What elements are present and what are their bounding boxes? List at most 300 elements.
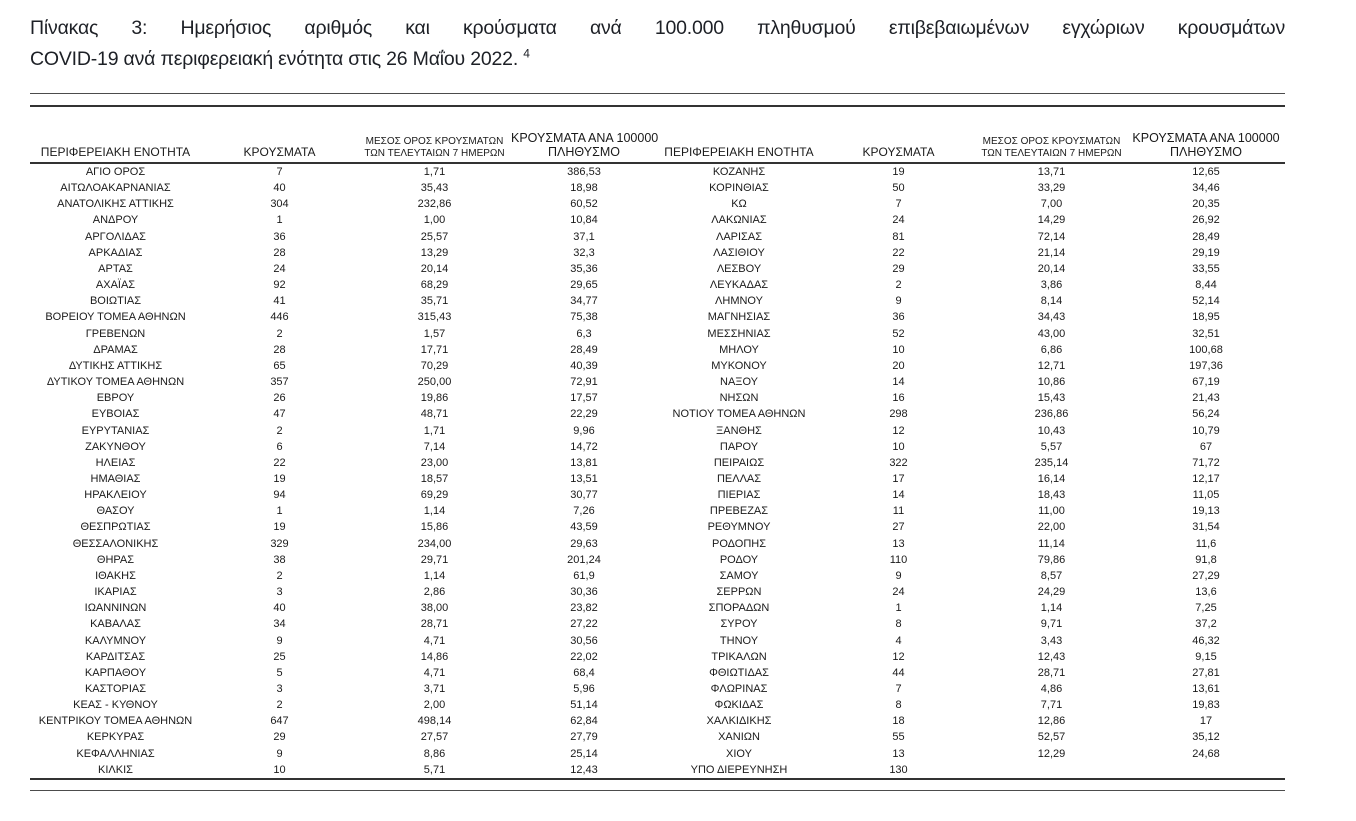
avg7-cell-right: 24,29 bbox=[1037, 586, 1066, 599]
cases-cell-left: 92 bbox=[273, 279, 286, 292]
cases-cell-left: 25 bbox=[273, 650, 286, 663]
table-body bbox=[30, 163, 1285, 779]
avg7-cell-right: 79,86 bbox=[1037, 553, 1066, 566]
region-cell-left: ΚΕΡΚΥΡΑΣ bbox=[86, 731, 145, 744]
cases-cell-right: 44 bbox=[892, 666, 905, 679]
per100k-cell-left: 68,4 bbox=[573, 666, 595, 679]
table-row bbox=[30, 697, 1285, 713]
region-cell-left: ΑΡΤΑΣ bbox=[98, 262, 133, 275]
cases-cell-right: 17 bbox=[892, 472, 905, 485]
table-row bbox=[30, 196, 1285, 212]
region-cell-right: ΛΗΜΝΟΥ bbox=[715, 295, 763, 308]
table-row bbox=[30, 261, 1285, 277]
avg7-cell-right: 3,86 bbox=[1040, 279, 1063, 292]
region-cell-right: ΣΑΜΟΥ bbox=[719, 569, 759, 582]
region-cell-left: ΙΩΑΝΝΙΝΩΝ bbox=[84, 602, 147, 615]
per100k-cell-right: 91,8 bbox=[1195, 553, 1217, 566]
avg7-cell-left: 38,00 bbox=[420, 602, 449, 615]
table-row bbox=[30, 633, 1285, 649]
cases-cell-right: 14 bbox=[892, 489, 905, 502]
table-row bbox=[30, 665, 1285, 681]
cases-cell-right: 13 bbox=[892, 747, 905, 760]
region-cell-left: ΗΜΑΘΙΑΣ bbox=[90, 472, 141, 485]
region-cell-left: ΚΕΦΑΛΛΗΝΙΑΣ bbox=[76, 747, 155, 760]
cases-cell-left: 2 bbox=[276, 699, 283, 712]
table-row bbox=[30, 584, 1285, 600]
cases-cell-right: 16 bbox=[892, 392, 905, 405]
cases-cell-left: 28 bbox=[273, 343, 286, 356]
cases-cell-left: 28 bbox=[273, 246, 286, 259]
cases-cell-right: 110 bbox=[889, 553, 908, 566]
per100k-cell-left: 43,59 bbox=[570, 521, 598, 534]
per100k-cell-left: 37,1 bbox=[573, 230, 595, 243]
region-cell-right: ΣΠΟΡΑΔΩΝ bbox=[708, 602, 770, 615]
table-row bbox=[30, 163, 1285, 180]
cases-cell-left: 34 bbox=[273, 618, 286, 631]
region-cell-left: ΚΑΡΔΙΤΣΑΣ bbox=[85, 650, 146, 663]
region-cell-left: ΕΒΡΟΥ bbox=[96, 392, 135, 405]
avg7-cell-right: 3,43 bbox=[1040, 634, 1063, 647]
table-row bbox=[30, 342, 1285, 358]
cases-cell-left: 26 bbox=[273, 392, 286, 405]
table-row bbox=[30, 309, 1285, 325]
per100k-cell-right: 11,05 bbox=[1192, 489, 1220, 502]
cases-cell-left: 2 bbox=[276, 569, 283, 582]
per100k-cell-right: 7,25 bbox=[1195, 602, 1217, 615]
table-title-line2-text: COVID-19 ανά περιφερειακή ενότητα στις 26 Μαΐου 2022. bbox=[30, 48, 524, 70]
per100k-cell-right: 71,72 bbox=[1192, 456, 1220, 469]
per100k-cell-right: 35,12 bbox=[1192, 731, 1220, 744]
cases-cell-right: 9 bbox=[895, 569, 902, 582]
avg7-cell-left: 1,57 bbox=[423, 327, 446, 340]
region-cell-right: ΝΟΤΙΟΥ ΤΟΜΕΑ ΑΘΗΝΩΝ bbox=[672, 408, 806, 421]
region-cell-right: ΠΑΡΟΥ bbox=[719, 440, 759, 453]
cases-cell-right: 36 bbox=[892, 311, 905, 324]
avg7-cell-left: 13,29 bbox=[420, 246, 449, 259]
region-cell-right: ΜΗΛΟΥ bbox=[719, 343, 759, 356]
per100k-cell-left: 13,81 bbox=[570, 456, 598, 469]
region-cell-left: ΚΑΣΤΟΡΙΑΣ bbox=[84, 683, 147, 695]
avg7-cell-left: 4,71 bbox=[423, 666, 446, 679]
region-cell-right: ΞΑΝΘΗΣ bbox=[716, 424, 762, 437]
per100k-cell-right: 31,54 bbox=[1192, 521, 1220, 534]
avg7-cell-left: 18,57 bbox=[420, 472, 449, 485]
region-cell-left: ΘΕΣΠΡΩΤΙΑΣ bbox=[80, 521, 151, 534]
region-cell-left: ΘΕΣΣΑΛΟΝΙΚΗΣ bbox=[72, 537, 159, 550]
avg7-cell-left: 5,71 bbox=[423, 763, 446, 776]
per100k-cell-right: 17 bbox=[1199, 715, 1213, 728]
region-cell-right: ΛΕΣΒΟΥ bbox=[716, 262, 762, 275]
per100k-cell-right: 26,92 bbox=[1192, 214, 1220, 227]
avg7-cell-right: 12,86 bbox=[1037, 715, 1066, 728]
region-cell-left: ΚΑΛΥΜΝΟΥ bbox=[84, 634, 147, 647]
region-cell-right: ΠΕΛΛΑΣ bbox=[716, 472, 762, 485]
avg7-cell-right: 11,14 bbox=[1038, 537, 1065, 550]
per100k-cell-left: 386,53 bbox=[567, 166, 601, 178]
table-title-line2 bbox=[30, 44, 1285, 75]
avg7-cell-right: 7,71 bbox=[1040, 699, 1063, 712]
table-title bbox=[30, 13, 1285, 75]
region-cell-right: ΣΥΡΟΥ bbox=[720, 618, 758, 631]
cases-cell-left: 19 bbox=[273, 472, 286, 485]
per100k-cell-left: 23,82 bbox=[570, 602, 598, 615]
avg7-cell-right: 1,14 bbox=[1040, 602, 1063, 615]
cases-cell-right: 12 bbox=[892, 650, 905, 663]
avg7-cell-right: 5,57 bbox=[1040, 440, 1063, 453]
avg7-cell-right: 12,29 bbox=[1037, 747, 1066, 760]
cases-cell-right: 2 bbox=[895, 279, 902, 292]
cases-cell-left: 9 bbox=[276, 747, 283, 760]
table-row bbox=[30, 746, 1285, 762]
avg7-cell-right: 9,71 bbox=[1040, 618, 1063, 631]
cases-cell-left: 5 bbox=[276, 666, 283, 679]
header-avg7-right bbox=[976, 107, 1127, 163]
avg7-cell-right: 235,14 bbox=[1034, 456, 1069, 469]
table-row bbox=[30, 600, 1285, 616]
table-row bbox=[30, 229, 1285, 245]
avg7-cell-left: 17,71 bbox=[420, 343, 449, 356]
header-region-left: ΠΕΡΙΦΕΡΕΙΑΚΗ ΕΝΟΤΗΤΑ bbox=[40, 145, 191, 159]
region-cell-right: ΝΑΞΟΥ bbox=[720, 376, 758, 389]
table-row bbox=[30, 471, 1285, 487]
per100k-cell-left: 75,38 bbox=[570, 311, 598, 324]
avg7-cell-left: 315,43 bbox=[417, 311, 452, 324]
avg7-cell-left: 27,57 bbox=[420, 731, 449, 744]
region-cell-right: ΚΟΡΙΝΘΙΑΣ bbox=[709, 182, 769, 195]
per100k-cell-right: 56,24 bbox=[1192, 408, 1220, 421]
avg7-cell-left: 3,71 bbox=[423, 683, 446, 695]
region-cell-left: ΘΗΡΑΣ bbox=[96, 553, 135, 566]
cases-cell-left: 357 bbox=[270, 376, 289, 389]
cases-cell-left: 65 bbox=[273, 359, 286, 372]
per100k-cell-right: 46,32 bbox=[1192, 634, 1220, 647]
per100k-cell-right: 28,49 bbox=[1192, 230, 1220, 243]
avg7-cell-right: 11,00 bbox=[1038, 505, 1065, 518]
region-cell-left: ΑΧΑΪΑΣ bbox=[95, 279, 136, 292]
per100k-cell-right: 19,83 bbox=[1192, 699, 1220, 712]
table-row bbox=[30, 729, 1285, 745]
cases-cell-left: 41 bbox=[273, 295, 286, 308]
per100k-cell-right: 100,68 bbox=[1189, 343, 1223, 356]
table-row bbox=[30, 245, 1285, 261]
region-cell-left: ΑΡΚΑΔΙΑΣ bbox=[88, 246, 143, 259]
per100k-cell-left: 201,24 bbox=[567, 553, 601, 566]
cases-cell-right: 22 bbox=[892, 246, 905, 259]
per100k-cell-left: 29,63 bbox=[570, 537, 598, 550]
cases-cell-right: 52 bbox=[892, 327, 905, 340]
per100k-cell-left: 10,84 bbox=[570, 214, 598, 227]
table-row bbox=[30, 487, 1285, 503]
table-title-line1: Πίνακας 3: Ημερήσιος αριθμός και κρούσματα ανά 100.000 πληθυσμού επιβεβαιωμένων εγχώριων κρουσμάτων bbox=[30, 17, 1285, 39]
per100k-cell-right: 32,51 bbox=[1192, 327, 1220, 340]
header-avg7-right-line2: ΤΩΝ ΤΕΛΕΥΤΑΙΩΝ 7 ΗΜΕΡΩΝ bbox=[981, 147, 1122, 159]
per100k-cell-right: 19,13 bbox=[1192, 505, 1220, 518]
region-cell-left: ΚΕΝΤΡΙΚΟΥ ΤΟΜΕΑ ΑΘΗΝΩΝ bbox=[38, 715, 193, 728]
region-cell-left: ΕΥΒΟΙΑΣ bbox=[91, 408, 140, 421]
per100k-cell-left: 34,77 bbox=[570, 295, 598, 308]
per100k-cell-left: 27,79 bbox=[570, 731, 598, 744]
region-cell-right: ΤΗΝΟΥ bbox=[719, 634, 759, 647]
per100k-cell-left: 12,43 bbox=[570, 763, 598, 776]
table-row bbox=[30, 293, 1285, 309]
cases-cell-right: 10 bbox=[892, 440, 905, 453]
cases-cell-right: 322 bbox=[889, 456, 908, 469]
header-per100k-left bbox=[511, 107, 657, 163]
per100k-cell-left: 32,3 bbox=[573, 246, 595, 259]
cases-cell-left: 329 bbox=[270, 537, 289, 550]
per100k-cell-left: 22,29 bbox=[570, 408, 598, 421]
per100k-cell-right: 37,2 bbox=[1195, 618, 1217, 631]
table-row bbox=[30, 406, 1285, 422]
header-per100k-right-line2: ΠΛΗΘΥΣΜΟ bbox=[1170, 144, 1242, 159]
region-cell-right: ΝΗΣΩΝ bbox=[719, 392, 759, 405]
avg7-cell-right: 4,86 bbox=[1040, 683, 1063, 695]
covid-regional-cases-table bbox=[30, 107, 1285, 780]
avg7-cell-left: 1,14 bbox=[423, 505, 446, 518]
per100k-cell-right: 34,46 bbox=[1192, 182, 1220, 195]
header-avg7-left-line2: ΤΩΝ ΤΕΛΕΥΤΑΙΩΝ 7 ΗΜΕΡΩΝ bbox=[364, 147, 505, 159]
per100k-cell-right: 12,65 bbox=[1192, 166, 1220, 178]
avg7-cell-left: 48,71 bbox=[420, 408, 449, 421]
cases-cell-right: 9 bbox=[895, 295, 902, 308]
cases-cell-left: 7 bbox=[276, 166, 283, 178]
cases-cell-left: 36 bbox=[273, 230, 286, 243]
header-row bbox=[30, 107, 1285, 163]
table-row bbox=[30, 439, 1285, 455]
table-row bbox=[30, 616, 1285, 632]
avg7-cell-left: 8,86 bbox=[423, 747, 446, 760]
region-cell-left: ΙΘΑΚΗΣ bbox=[95, 569, 136, 582]
avg7-cell-left: 35,71 bbox=[420, 295, 449, 308]
per100k-cell-left: 62,84 bbox=[570, 715, 598, 728]
per100k-cell-left: 18,98 bbox=[570, 182, 598, 195]
region-cell-left: ΔΥΤΙΚΗΣ ΑΤΤΙΚΗΣ bbox=[68, 359, 163, 372]
per100k-cell-left: 7,26 bbox=[573, 505, 595, 518]
table-row bbox=[30, 762, 1285, 779]
per100k-cell-right: 29,19 bbox=[1192, 246, 1220, 259]
region-cell-right: ΠΙΕΡΙΑΣ bbox=[717, 489, 761, 502]
per100k-cell-right: 12,17 bbox=[1192, 472, 1220, 485]
cases-cell-left: 47 bbox=[273, 408, 286, 421]
avg7-cell-left: 28,71 bbox=[420, 618, 449, 631]
cases-cell-left: 647 bbox=[270, 715, 289, 728]
cases-cell-left: 38 bbox=[273, 553, 286, 566]
per100k-cell-right: 13,61 bbox=[1192, 683, 1220, 695]
divider-thin-bottom bbox=[30, 790, 1285, 791]
avg7-cell-left: 35,43 bbox=[420, 182, 449, 195]
per100k-cell-right: 24,68 bbox=[1192, 747, 1220, 760]
header-avg7-left bbox=[358, 107, 511, 163]
per100k-cell-left: 30,36 bbox=[570, 586, 598, 599]
per100k-cell-left: 22,02 bbox=[570, 650, 598, 663]
table-row bbox=[30, 649, 1285, 665]
cases-cell-right: 24 bbox=[892, 214, 905, 227]
region-cell-left: ΒΟΙΩΤΙΑΣ bbox=[89, 295, 142, 308]
region-cell-right: ΦΘΙΩΤΙΔΑΣ bbox=[709, 666, 769, 679]
avg7-cell-right: 13,71 bbox=[1037, 166, 1066, 178]
avg7-cell-right: 8,57 bbox=[1040, 569, 1063, 582]
table-row bbox=[30, 503, 1285, 519]
region-cell-right: ΠΕΙΡΑΙΩΣ bbox=[713, 456, 765, 469]
region-cell-left: ΒΟΡΕΙΟΥ ΤΟΜΕΑ ΑΘΗΝΩΝ bbox=[45, 311, 186, 324]
region-cell-left: ΚΑΡΠΑΘΟΥ bbox=[84, 666, 147, 679]
avg7-cell-right: 22,00 bbox=[1037, 521, 1066, 534]
per100k-cell-right: 27,81 bbox=[1192, 666, 1220, 679]
header-avg7-left-line1: ΜΕΣΟΣ ΟΡΟΣ ΚΡΟΥΣΜΑΤΩΝ bbox=[365, 136, 504, 147]
cases-cell-right: 20 bbox=[892, 359, 905, 372]
region-cell-left: ΕΥΡΥΤΑΝΙΑΣ bbox=[81, 424, 150, 437]
avg7-cell-right: 20,14 bbox=[1037, 262, 1066, 275]
cases-cell-right: 55 bbox=[892, 731, 905, 744]
region-cell-left: ΑΡΓΟΛΙΔΑΣ bbox=[85, 230, 146, 243]
avg7-cell-left: 20,14 bbox=[420, 262, 449, 275]
per100k-cell-right: 67 bbox=[1199, 440, 1213, 453]
avg7-cell-left: 1,71 bbox=[423, 424, 446, 437]
cases-cell-left: 94 bbox=[273, 489, 286, 502]
avg7-cell-right: 34,43 bbox=[1037, 311, 1066, 324]
cases-cell-left: 2 bbox=[276, 424, 283, 437]
per100k-cell-right: 197,36 bbox=[1189, 359, 1223, 372]
table-row bbox=[30, 212, 1285, 228]
avg7-cell-left: 68,29 bbox=[420, 279, 449, 292]
per100k-cell-left: 27,22 bbox=[570, 618, 598, 631]
per100k-cell-left: 14,72 bbox=[570, 440, 598, 453]
region-cell-left: ΑΙΤΩΛΟΑΚΑΡΝΑΝΙΑΣ bbox=[60, 182, 171, 195]
cases-cell-left: 19 bbox=[273, 521, 286, 534]
avg7-cell-right: 6,86 bbox=[1040, 343, 1063, 356]
cases-cell-left: 2 bbox=[276, 327, 283, 340]
avg7-cell-left: 14,86 bbox=[420, 650, 449, 663]
cases-cell-left: 40 bbox=[273, 602, 286, 615]
per100k-cell-left: 30,56 bbox=[570, 634, 598, 647]
avg7-cell-right: 8,14 bbox=[1040, 295, 1063, 308]
per100k-cell-left: 61,9 bbox=[573, 569, 595, 582]
avg7-cell-right: 72,14 bbox=[1037, 230, 1066, 243]
per100k-cell-left: 30,77 bbox=[570, 489, 598, 502]
avg7-cell-left: 7,14 bbox=[423, 440, 446, 453]
per100k-cell-right: 9,15 bbox=[1195, 650, 1217, 663]
cases-cell-right: 12 bbox=[892, 424, 905, 437]
cases-cell-right: 1 bbox=[895, 602, 902, 615]
per100k-cell-left: 40,39 bbox=[570, 359, 598, 372]
per100k-cell-left: 51,14 bbox=[570, 699, 598, 712]
region-cell-left: ΚΑΒΑΛΑΣ bbox=[90, 618, 141, 631]
region-cell-right: ΛΑΚΩΝΙΑΣ bbox=[711, 214, 767, 227]
avg7-cell-left: 69,29 bbox=[420, 489, 449, 502]
region-cell-right: ΡΟΔΟΥ bbox=[719, 553, 759, 566]
avg7-cell-right: 14,29 bbox=[1037, 214, 1066, 227]
avg7-cell-left: 2,00 bbox=[423, 699, 446, 712]
avg7-cell-left: 4,71 bbox=[423, 634, 446, 647]
region-cell-right: ΚΟΖΑΝΗΣ bbox=[712, 166, 766, 178]
cases-cell-right: 18 bbox=[892, 715, 905, 728]
avg7-cell-left: 250,00 bbox=[417, 376, 452, 389]
avg7-cell-left: 1,14 bbox=[423, 569, 446, 582]
avg7-cell-right: 12,71 bbox=[1037, 359, 1066, 372]
per100k-cell-left: 29,65 bbox=[570, 279, 598, 292]
header-per100k-left-line1: ΚΡΟΥΣΜΑΤΑ ΑΝΑ 100000 bbox=[511, 131, 659, 145]
avg7-cell-left: 1,71 bbox=[423, 166, 446, 178]
divider-thin-top bbox=[30, 93, 1285, 94]
region-cell-left: ΙΚΑΡΙΑΣ bbox=[94, 586, 137, 599]
region-cell-right: ΣΕΡΡΩΝ bbox=[716, 586, 762, 599]
region-cell-right: ΧΑΛΚΙΔΙΚΗΣ bbox=[706, 715, 772, 728]
avg7-cell-left: 19,86 bbox=[420, 392, 449, 405]
region-cell-right: ΜΕΣΣΗΝΙΑΣ bbox=[707, 327, 771, 340]
table-row bbox=[30, 519, 1285, 535]
cases-cell-left: 1 bbox=[276, 505, 283, 518]
table-row bbox=[30, 681, 1285, 697]
region-cell-right: ΥΠΟ ΔΙΕΡΕΥΝΗΣΗ bbox=[690, 763, 788, 776]
region-cell-right: ΧΑΝΙΩΝ bbox=[718, 731, 760, 744]
avg7-cell-right: 18,43 bbox=[1037, 489, 1066, 502]
cases-cell-right: 29 bbox=[892, 262, 905, 275]
header-per100k-right bbox=[1127, 107, 1285, 163]
per100k-cell-right: 13,6 bbox=[1195, 586, 1217, 599]
header-per100k-left-line2: ΠΛΗΘΥΣΜΟ bbox=[548, 144, 620, 159]
cases-cell-left: 29 bbox=[273, 731, 286, 744]
header-cases-left: ΚΡΟΥΣΜΑΤΑ bbox=[243, 145, 316, 159]
avg7-cell-right: 15,43 bbox=[1037, 392, 1066, 405]
region-cell-right: ΧΙΟΥ bbox=[726, 747, 752, 760]
region-cell-left: ΓΡΕΒΕΝΩΝ bbox=[85, 327, 146, 340]
table-row bbox=[30, 180, 1285, 196]
avg7-cell-left: 25,57 bbox=[420, 230, 449, 243]
avg7-cell-left: 234,00 bbox=[417, 537, 452, 550]
table-row bbox=[30, 713, 1285, 729]
region-cell-left: ΑΝΑΤΟΛΙΚΗΣ ΑΤΤΙΚΗΣ bbox=[57, 198, 174, 211]
table-row bbox=[30, 277, 1285, 293]
avg7-cell-right: 236,86 bbox=[1034, 408, 1069, 421]
cases-cell-right: 11 bbox=[892, 505, 905, 518]
per100k-cell-left: 72,91 bbox=[570, 376, 598, 389]
per100k-cell-left: 17,57 bbox=[570, 392, 598, 405]
cases-cell-right: 10 bbox=[892, 343, 905, 356]
table-row bbox=[30, 455, 1285, 471]
per100k-cell-left: 35,36 bbox=[570, 262, 598, 275]
region-cell-right: ΚΩ bbox=[731, 198, 747, 211]
avg7-cell-left: 2,86 bbox=[423, 586, 446, 599]
cases-cell-left: 10 bbox=[273, 763, 286, 776]
region-cell-left: ΚΙΛΚΙΣ bbox=[98, 763, 133, 776]
cases-cell-right: 24 bbox=[892, 586, 905, 599]
per100k-cell-right: 8,44 bbox=[1195, 279, 1217, 292]
table-row bbox=[30, 390, 1285, 406]
avg7-cell-left: 23,00 bbox=[420, 456, 449, 469]
cases-cell-right: 298 bbox=[889, 408, 908, 421]
per100k-cell-right: 11,6 bbox=[1195, 537, 1217, 550]
cases-cell-left: 9 bbox=[276, 634, 283, 647]
per100k-cell-right: 20,35 bbox=[1192, 198, 1220, 211]
avg7-cell-right: 33,29 bbox=[1037, 182, 1066, 195]
cases-cell-right: 50 bbox=[892, 182, 905, 195]
per100k-cell-right: 18,95 bbox=[1192, 311, 1220, 324]
per100k-cell-right: 27,29 bbox=[1192, 569, 1220, 582]
region-cell-left: ΚΕΑΣ - ΚΥΘΝΟΥ bbox=[73, 699, 158, 712]
avg7-cell-right: 10,86 bbox=[1037, 376, 1066, 389]
region-cell-left: ΗΛΕΙΑΣ bbox=[95, 456, 136, 469]
cases-cell-left: 3 bbox=[276, 586, 283, 599]
cases-cell-left: 22 bbox=[273, 456, 286, 469]
region-cell-right: ΦΛΩΡΙΝΑΣ bbox=[710, 683, 768, 695]
header-cases-right: ΚΡΟΥΣΜΑΤΑ bbox=[862, 145, 935, 159]
avg7-cell-right: 10,43 bbox=[1037, 424, 1066, 437]
cases-cell-left: 3 bbox=[276, 683, 283, 695]
table-row bbox=[30, 358, 1285, 374]
header-region-right: ΠΕΡΙΦΕΡΕΙΑΚΗ ΕΝΟΤΗΤΑ bbox=[664, 145, 814, 159]
cases-cell-right: 81 bbox=[892, 230, 905, 243]
avg7-cell-right: 28,71 bbox=[1037, 666, 1066, 679]
